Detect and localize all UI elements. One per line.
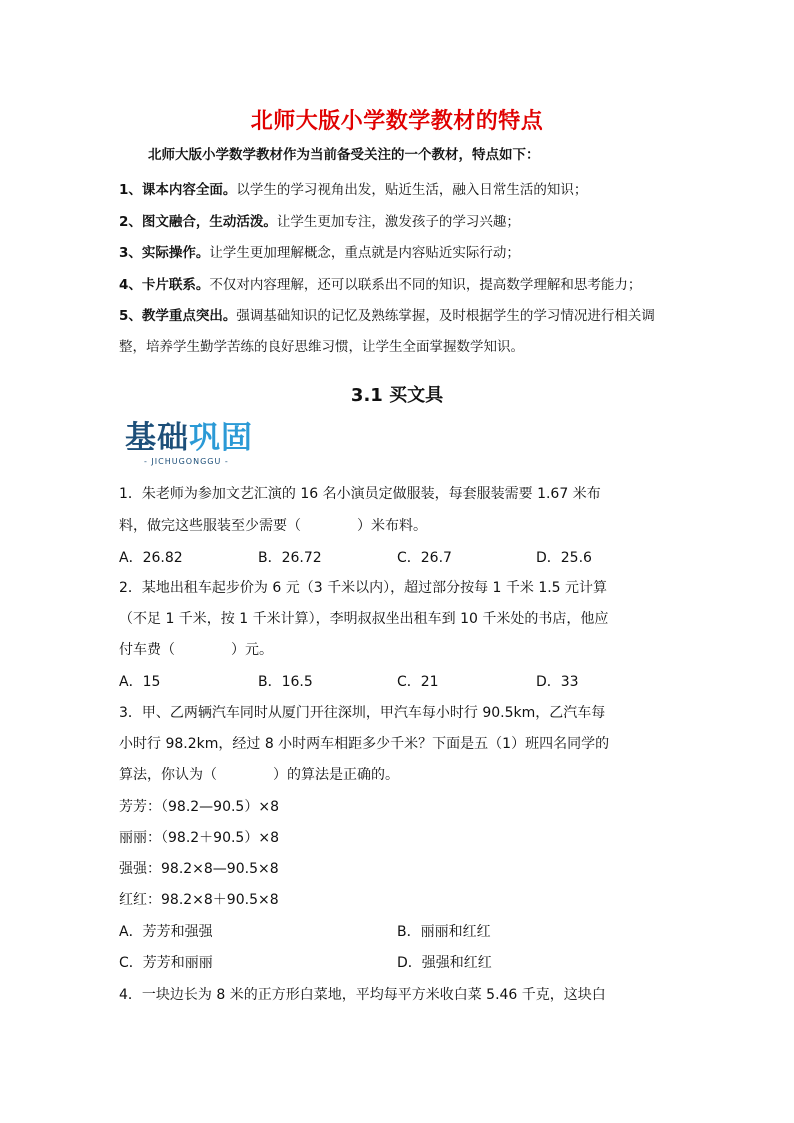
section-title: 3.1 买文具 <box>350 385 444 406</box>
question-3-method-3: 强强：98.2×8—90.5×8 <box>119 861 279 877</box>
question-1-line-1: 1．朱老师为参加文艺汇演的 16 名小演员定做服装，每套服装需要 1.67 米布 <box>119 486 601 502</box>
logo-text-part1: 基础 <box>125 420 189 456</box>
question-1-option-d: D．25.6 <box>536 550 592 566</box>
feature-item-1 <box>119 178 587 198</box>
page-title: 北师大版小学数学教材的特点 <box>250 109 544 134</box>
question-3-method-4: 红红：98.2×8＋90.5×8 <box>119 892 279 908</box>
logo-subtitle: - JICHUGONGGU - <box>144 457 229 466</box>
feature-body: 强调基础知识的记忆及熟练掌握，及时根据学生的学习情况进行相关调 <box>236 308 655 324</box>
question-1-option-c: C．26.7 <box>397 550 452 566</box>
feature-item-4 <box>119 273 641 293</box>
question-4-line-1: 4．一块边长为 8 米的正方形白菜地，平均每平方米收白菜 5.46 千克，这块白 <box>119 987 606 1003</box>
feature-heading: 5、教学重点突出。 <box>119 308 237 324</box>
feature-heading: 3、实际操作。 <box>119 245 210 261</box>
question-2-option-b: B．16.5 <box>258 674 313 690</box>
question-2-option-d: D．33 <box>536 674 579 690</box>
question-2-option-a: A．15 <box>119 674 161 690</box>
feature-body: 以学生的学习视角出发，贴近生活，融入日常生活的知识； <box>236 182 588 198</box>
feature-item-3 <box>119 241 520 261</box>
question-2-line-3: 付车费（ ）元。 <box>119 642 273 658</box>
question-3-line-1: 3．甲、乙两辆汽车同时从厦门开往深圳，甲汽车每小时行 90.5km，乙汽车每 <box>119 705 606 721</box>
feature-heading: 2、图文融合，生动活泼。 <box>119 214 277 230</box>
question-1-line-2: 料，做完这些服装至少需要（ ）米布料。 <box>119 518 427 534</box>
question-3-option-d: D．强强和红红 <box>397 955 492 971</box>
question-3-method-1: 芳芳：（98.2—90.5）×8 <box>119 799 279 815</box>
question-1-option-b: B．26.72 <box>258 550 322 566</box>
question-2-line-1: 2．某地出租车起步价为 6 元（3 千米以内），超过部分按每 1 千米 1.5 元计算 <box>119 580 608 596</box>
question-3-line-3: 算法，你认为（ ）的算法是正确的。 <box>119 767 399 783</box>
feature-body: 整，培养学生勤学苦练的良好思维习惯，让学生全面掌握数学知识。 <box>119 339 524 355</box>
feature-heading: 4、卡片联系。 <box>119 277 210 293</box>
feature-body: 让学生更加专注，激发孩子的学习兴趣； <box>276 214 520 230</box>
jichu-gonggu-logo <box>125 420 270 470</box>
feature-heading: 1、课本内容全面。 <box>119 182 237 198</box>
feature-item-5 <box>119 304 655 324</box>
feature-item-2 <box>119 210 520 230</box>
question-3-line-2: 小时行 98.2km，经过 8 小时两车相距多少千米？下面是五（1）班四名同学的 <box>119 736 610 752</box>
question-3-option-a: A．芳芳和强强 <box>119 924 213 940</box>
question-3-option-b: B．丽丽和红红 <box>397 924 491 940</box>
question-1-option-a: A．26.82 <box>119 550 183 566</box>
intro-text: 北师大版小学数学教材作为当前备受关注的一个教材，特点如下： <box>148 147 540 163</box>
feature-item-5-continued <box>119 335 524 355</box>
question-2-line-2: （不足 1 千米，按 1 千米计算），李明叔叔坐出租车到 10 千米处的书店，他应 <box>119 611 609 627</box>
logo-text-part2: 巩固 <box>189 420 253 456</box>
question-3-option-c: C．芳芳和丽丽 <box>119 955 213 971</box>
logo-text <box>125 420 253 456</box>
feature-body: 不仅对内容理解，还可以联系出不同的知识，提高数学理解和思考能力； <box>209 277 642 293</box>
feature-body: 让学生更加理解概念，重点就是内容贴近实际行动； <box>209 245 520 261</box>
question-3-method-2: 丽丽：（98.2＋90.5）×8 <box>119 830 279 846</box>
question-2-option-c: C．21 <box>397 674 439 690</box>
